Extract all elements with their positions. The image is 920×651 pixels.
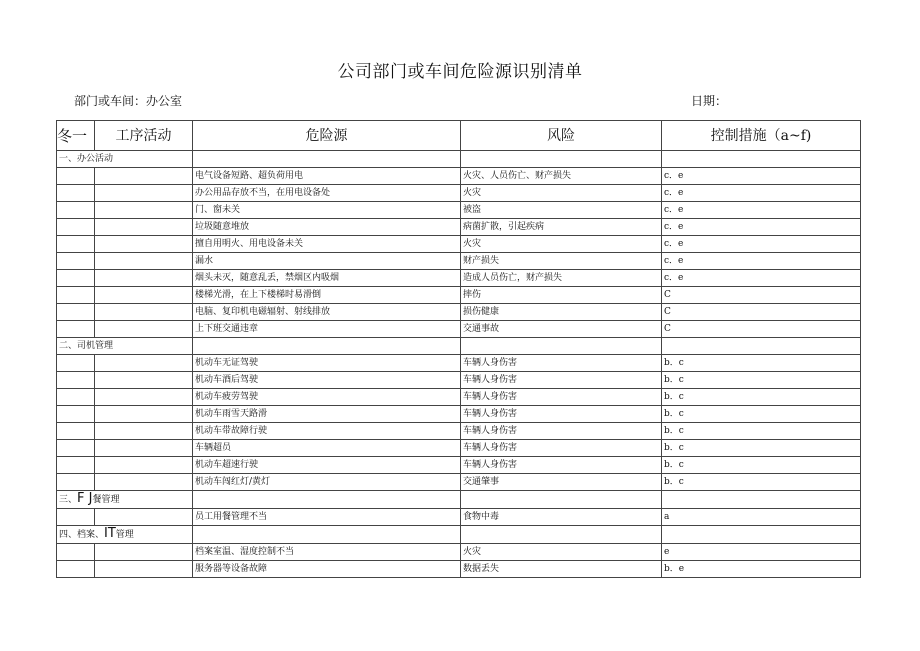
risk-cell: 车辆人身伤害: [461, 389, 662, 406]
hazard-cell: 垃圾随意堆放: [193, 219, 461, 236]
control-cell: C: [662, 321, 861, 338]
header-col-activity: 工序活动: [95, 121, 193, 151]
header-col-risk: 风险: [461, 121, 662, 151]
table-row: [57, 304, 861, 321]
risk-cell: 食物中毒: [461, 509, 662, 526]
hazard-cell: 机动车酒后驾驶: [193, 372, 461, 389]
control-cell: b．c: [662, 440, 861, 457]
control-cell: b．c: [662, 389, 861, 406]
table-row: [57, 270, 861, 287]
risk-cell: 财产损失: [461, 253, 662, 270]
section-label-prefix: 三、: [59, 495, 78, 505]
table-row: [57, 287, 861, 304]
table-row: [57, 168, 861, 185]
risk-cell: 车辆人身伤害: [461, 423, 662, 440]
date-label: 日期：: [691, 94, 728, 108]
risk-cell: 车辆人身伤害: [461, 372, 662, 389]
risk-cell: 交通事故: [461, 321, 662, 338]
hazard-cell: 烟头未灭，随意乱丢，禁烟区内吸烟: [193, 270, 461, 287]
control-cell: c．e: [662, 168, 861, 185]
risk-cell: 火灾、人员伤亡、财产损失: [461, 168, 662, 185]
section-label-letters: IT: [104, 526, 116, 541]
section-label-suffix: 管理: [115, 530, 134, 540]
header-col-seq: 冬一: [57, 121, 95, 151]
section-label: 一、办公活动: [57, 151, 193, 168]
section-label-prefix: 四、档案、: [59, 530, 105, 540]
table-row: [57, 509, 861, 526]
hazard-cell: 机动车带故障行驶: [193, 423, 461, 440]
section-row: [57, 491, 861, 509]
risk-cell: 摔伤: [461, 287, 662, 304]
hazard-cell: 机动车超速行驶: [193, 457, 461, 474]
control-cell: c．e: [662, 253, 861, 270]
hazard-cell: 上下班交通违章: [193, 321, 461, 338]
control-cell: c．e: [662, 185, 861, 202]
table-row: [57, 219, 861, 236]
hazard-cell: 楼梯光滑，在上下楼梯时易滑倒: [193, 287, 461, 304]
section-label-letters: F J: [77, 491, 93, 506]
control-cell: C: [662, 287, 861, 304]
section-label: [57, 526, 193, 544]
table-row: [57, 202, 861, 219]
table-row: [57, 321, 861, 338]
hazard-cell: 机动车雨雪天路滑: [193, 406, 461, 423]
table-row: [57, 474, 861, 491]
control-cell: b．e: [662, 561, 861, 578]
hazard-cell: 电气设备短路、超负荷用电: [193, 168, 461, 185]
section-label: [57, 491, 193, 509]
table-row: [57, 457, 861, 474]
control-cell: c．e: [662, 219, 861, 236]
hazard-cell: 机动车闯红灯/黄灯: [193, 474, 461, 491]
table-row: [57, 355, 861, 372]
hazard-cell: 办公用品存放不当，在用电设备处: [193, 185, 461, 202]
table-row: [57, 561, 861, 578]
document-title: 公司部门或车间危险源识别清单: [337, 62, 583, 82]
header-col-hazard: 危险源: [193, 121, 461, 151]
table-row: [57, 372, 861, 389]
risk-cell: 车辆人身伤害: [461, 457, 662, 474]
table-row: [57, 440, 861, 457]
control-cell: a: [662, 509, 861, 526]
control-cell: C: [662, 304, 861, 321]
risk-cell: 车辆人身伤害: [461, 406, 662, 423]
hazard-cell: 门、窗未关: [193, 202, 461, 219]
table-row: [57, 406, 861, 423]
control-cell: c．e: [662, 270, 861, 287]
control-cell: b．c: [662, 406, 861, 423]
department-label: 部门或车间：办公室: [74, 94, 183, 108]
section-row: [57, 526, 861, 544]
table-row: [57, 185, 861, 202]
hazard-cell: 车辆超员: [193, 440, 461, 457]
hazard-cell: 机动车无证驾驶: [193, 355, 461, 372]
hazard-cell: 服务器等设备故障: [193, 561, 461, 578]
control-cell: b．c: [662, 423, 861, 440]
risk-cell: 火灾: [461, 236, 662, 253]
table-row: [57, 389, 861, 406]
section-row: [57, 151, 861, 168]
control-cell: b．c: [662, 457, 861, 474]
risk-cell: 损伤健康: [461, 304, 662, 321]
control-cell: b．c: [662, 474, 861, 491]
section-label-suffix: 餐管理: [92, 495, 120, 505]
control-cell: e: [662, 544, 861, 561]
table-row: [57, 253, 861, 270]
hazard-cell: 漏水: [193, 253, 461, 270]
control-cell: c．e: [662, 236, 861, 253]
hazard-cell: 擅自用明火、用电设备未关: [193, 236, 461, 253]
control-cell: b．c: [662, 372, 861, 389]
hazard-cell: 机动车疲劳驾驶: [193, 389, 461, 406]
risk-cell: 火灾: [461, 544, 662, 561]
hazard-cell: 档案室温、湿度控制不当: [193, 544, 461, 561]
risk-cell: 造成人员伤亡，财产损失: [461, 270, 662, 287]
table-row: [57, 544, 861, 561]
section-row: [57, 338, 861, 355]
hazard-cell: 员工用餐管理不当: [193, 509, 461, 526]
control-cell: b．c: [662, 355, 861, 372]
table-row: [57, 236, 861, 253]
control-cell: c．e: [662, 202, 861, 219]
risk-cell: 数据丢失: [461, 561, 662, 578]
risk-cell: 被盗: [461, 202, 662, 219]
risk-cell: 车辆人身伤害: [461, 355, 662, 372]
risk-cell: 车辆人身伤害: [461, 440, 662, 457]
section-label: 二、司机管理: [57, 338, 193, 355]
risk-cell: 火灾: [461, 185, 662, 202]
header-col-control: 控制措施（a~f): [662, 121, 861, 151]
table-header-row: [57, 121, 861, 151]
hazard-cell: 电脑、复印机电磁辐射、射线排放: [193, 304, 461, 321]
risk-cell: 病菌扩散，引起疾病: [461, 219, 662, 236]
risk-cell: 交通肇事: [461, 474, 662, 491]
table-row: [57, 423, 861, 440]
hazard-table: [56, 120, 861, 578]
